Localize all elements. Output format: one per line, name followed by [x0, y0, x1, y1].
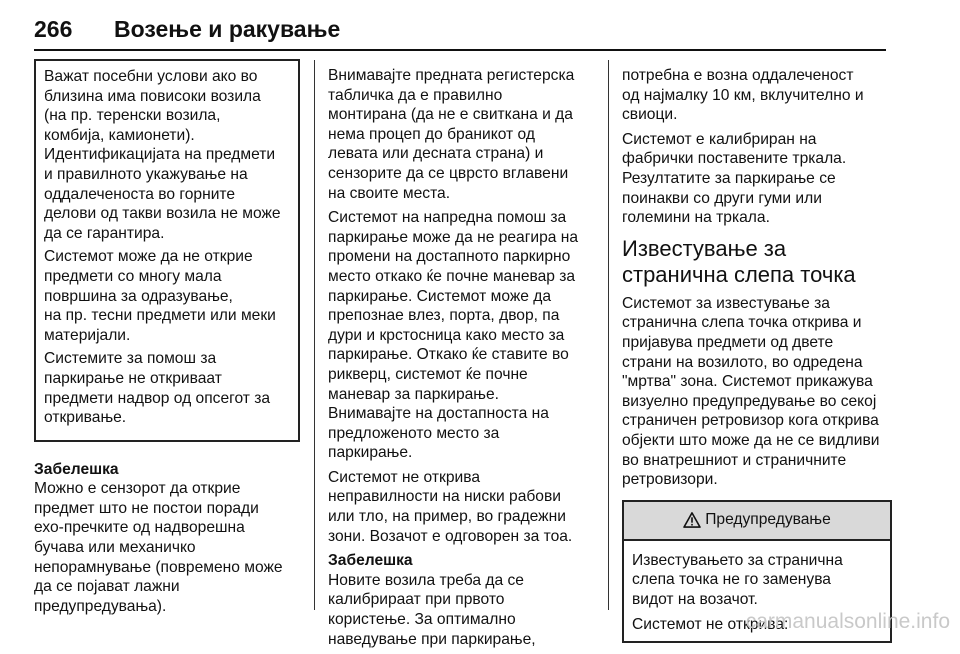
warning-paragraph-2: Системот не открива: [632, 616, 789, 634]
warning-triangle-icon [683, 512, 701, 528]
column-1 [34, 59, 300, 621]
paragraph-calibration: Системот е калибриран на фабрички поставените тркала. Резултатите за паркирање се поинакви со други гуми или големини на тркала. [622, 130, 847, 227]
paragraph-advanced-park-assist: Системот на напредна помош за паркирање може да не реагира на промени на достапното паркирно место откако ќе почне маневар за паркирање. Системот може да препознае влез, порта, двор, па дури и крстосница како место за паркирање. Откако ќе ставите во рикверц, системот ќе почне маневар за паркирање. Внимавајте на достапноста на предложеното место за паркирање. [328, 209, 579, 462]
header-divider [34, 49, 886, 51]
warning-header [624, 502, 890, 541]
page-number: 266 [34, 16, 73, 42]
warning-paragraph-1: Известувањето за странична слепа точка не го заменува видот на возачот. [632, 551, 843, 608]
column-divider-1 [314, 60, 315, 610]
paragraph-driving-distance: потребна е возна оддалеченост од најмалку 10 км, вклучително и свиоци. [622, 67, 864, 124]
paragraph-blind-spot: Системот за известување за странична слепа точка открива и пријавува предмети од двете страни на возилото, во одредена "мртва" зона. Системот прикажува визуелно предупредување во секој страничен ретровизор кога открива објекти што може да не се видливи во внатрешниот и страничните ретровизори. [622, 294, 880, 489]
page-header [34, 16, 886, 50]
paragraph-license-plate: Внимавајте предната регистерска табличка да е правилно монтирана (да не е свиткана и да нема процеп до браникот од левата или десната страна) и сензорите да се цврсто вглавени на своите места. [328, 67, 575, 202]
note-text: Новите возила треба да се калибрираат при првото користење. За оптимално наведување при паркирање, [328, 571, 536, 648]
info-paragraph-2: Системот може да не открие предмети со многу мала површина за одразување, на пр. тесни предмети или меки материјали. [44, 248, 276, 344]
column-2 [328, 66, 598, 654]
info-paragraph-1: Важат посебни услови ако во близина има повисоки возила (на пр. теренски возила, комбија, камионети). Идентификацијата на предмети и правилното укажување на оддалеченоста во горните делови од такви возила не може да се гарантира. [44, 68, 281, 242]
column-3 [622, 66, 892, 643]
note-heading: Забелешка [328, 552, 413, 570]
note-text: Можно е сензорот да открие предмет што не постои поради ехо-пречките од надворешна бучава или механичко непорамнување (повремено може да се појават лажни предупредувања). [34, 480, 283, 615]
note-heading: Забелешка [34, 460, 119, 478]
watermark: carmanualsonline.info [745, 610, 950, 633]
column-divider-2 [608, 60, 609, 610]
paragraph-low-curbs: Системот не открива неправилности на ниски рабови или тло, на пример, во градежни зони. Возачот е одговорен за тоа. [328, 468, 573, 545]
chapter-title: Возење и ракување [114, 16, 341, 42]
info-paragraph-3: Системите за помош за паркирање не откриваат предмети надвор од опсегот за откривање. [44, 350, 271, 427]
info-box [34, 59, 300, 442]
section-heading-blind-spot: Известување за странична слепа точка [622, 235, 856, 287]
warning-heading: Предупредување [705, 511, 831, 529]
